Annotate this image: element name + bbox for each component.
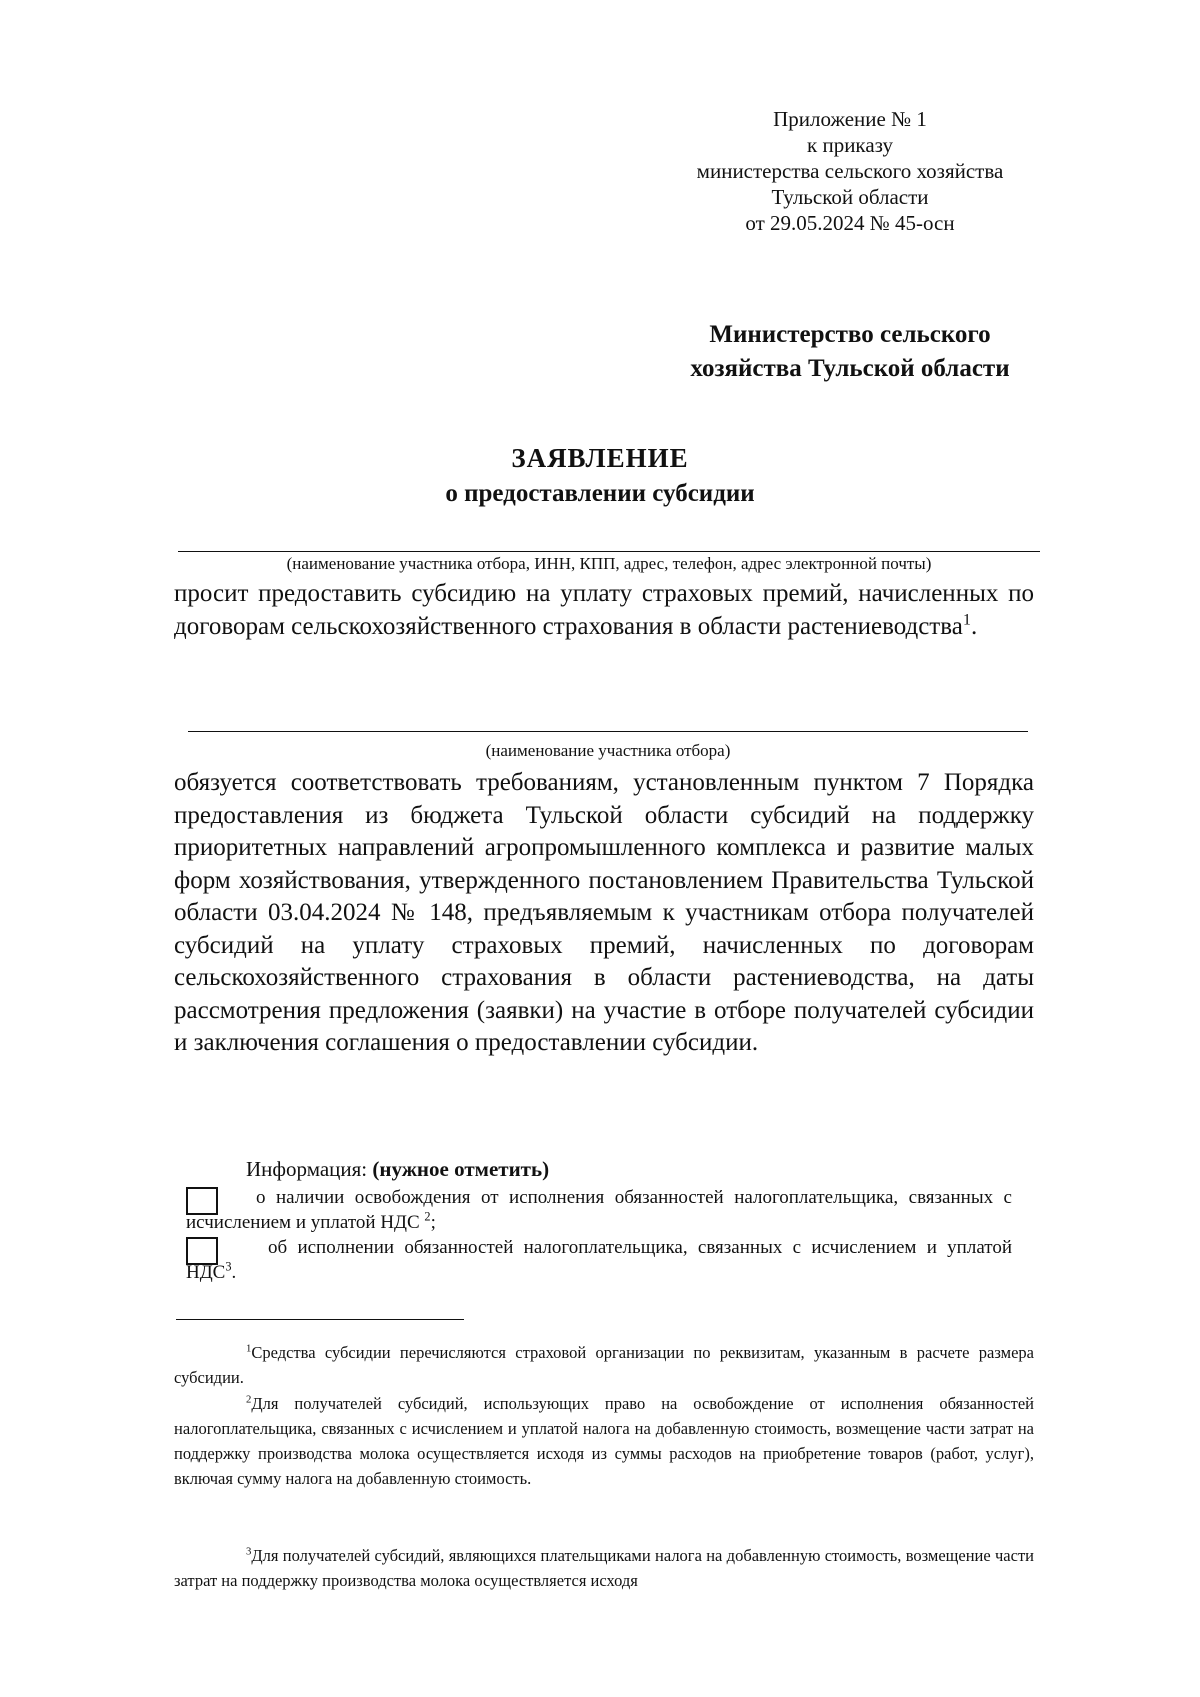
vat-payer-option <box>186 1235 1012 1285</box>
info-label-bold: (нужное отметить) <box>372 1157 550 1181</box>
footnote-number: 1 <box>246 1342 252 1355</box>
footnote <box>174 1391 1034 1491</box>
appendix-line: от 29.05.2024 № 45-осн <box>745 211 955 235</box>
option-end: ; <box>430 1212 436 1233</box>
footnote-number: 3 <box>246 1545 252 1558</box>
document-title: ЗАЯВЛЕНИЕ <box>511 443 689 473</box>
footnote-ref: 2 <box>424 1209 431 1224</box>
info-heading <box>246 1156 549 1182</box>
addressee-block <box>660 318 1040 386</box>
info-label: Информация: <box>246 1157 373 1181</box>
option-text: об исполнении обязанностей налогоплательщика, связанных с исчислением и уплатой НДС <box>186 1237 1012 1283</box>
applicant-name-field[interactable] <box>188 731 1028 732</box>
applicant-name-caption: (наименование участника отбора) <box>485 741 731 760</box>
obligation-paragraph: обязуется соответствовать требованиям, установленным пунктом 7 Порядка предоставления из бюджета Тульской области субсидий на поддержку приоритетных направлений агропромышленного комплекса и развитие малых форм хозяйствования, утвержденного постановлением Правительства Тульской области 03.04.2024 № 148, предъявляемым к участникам отбора получателей субсидий на уплату страховых премий, начисленных по договорам сельскохозяйственного страхования в области растениеводства, на даты рассмотрения предложения (заявки) на участие в отборе получателей субсидии и заключения соглашения о предоставлении субсидии. <box>174 769 1034 1056</box>
appendix-line: Тульской области <box>771 185 929 209</box>
applicant-details-field[interactable] <box>178 551 1040 552</box>
appendix-line: к приказу <box>807 133 893 157</box>
addressee-line: Министерство сельского <box>709 321 991 348</box>
footnote <box>174 1340 1034 1390</box>
footnote-text: Средства субсидии перечисляются страховой организации по реквизитам, указанным в расчете размера субсидии. <box>174 1343 1034 1387</box>
applicant-details-caption: (наименование участника отбора, ИНН, КПП, адрес, телефон, адрес электронной почты) <box>286 554 932 573</box>
request-text: просит предоставить субсидию на уплату страховых премий, начисленных по договорам сельскохозяйственного страхования в области растениеводства <box>174 580 1034 640</box>
option-end: . <box>231 1262 237 1283</box>
addressee-line: хозяйства Тульской области <box>690 355 1010 382</box>
footnote <box>174 1543 1034 1593</box>
footnote-number: 2 <box>246 1393 252 1406</box>
footnote-text: Для получателей субсидий, использующих право на освобождение от исполнения обязанностей налогоплательщика, связанных с исчислением и уплатой налога на добавленную стоимость, возмещение части затрат на поддержку производства молока осуществляется исходя из суммы расходов на приобретение товаров (работ, услуг), включая сумму налога на добавленную стоимость. <box>174 1394 1034 1488</box>
footnote-text: Для получателей субсидий, являющихся плательщиками налога на добавленную стоимость, возмещение части затрат на поддержку производства молока осуществляется исходя <box>174 1546 1034 1590</box>
request-paragraph <box>174 578 1034 643</box>
document-subtitle: о предоставлении субсидии <box>445 480 755 507</box>
appendix-block <box>680 106 1020 236</box>
footnote-separator <box>176 1319 464 1320</box>
vat-exemption-option <box>186 1185 1012 1235</box>
appendix-line: Приложение № 1 <box>773 107 927 131</box>
request-end: . <box>970 612 978 640</box>
footnote-ref: 1 <box>962 610 971 629</box>
appendix-line: министерства сельского хозяйства <box>696 159 1004 183</box>
option-text: о наличии освобождения от исполнения обязанностей налогоплательщика, связанных с исчислением и уплатой НДС <box>186 1187 1012 1233</box>
footnote-ref: 3 <box>225 1259 232 1274</box>
